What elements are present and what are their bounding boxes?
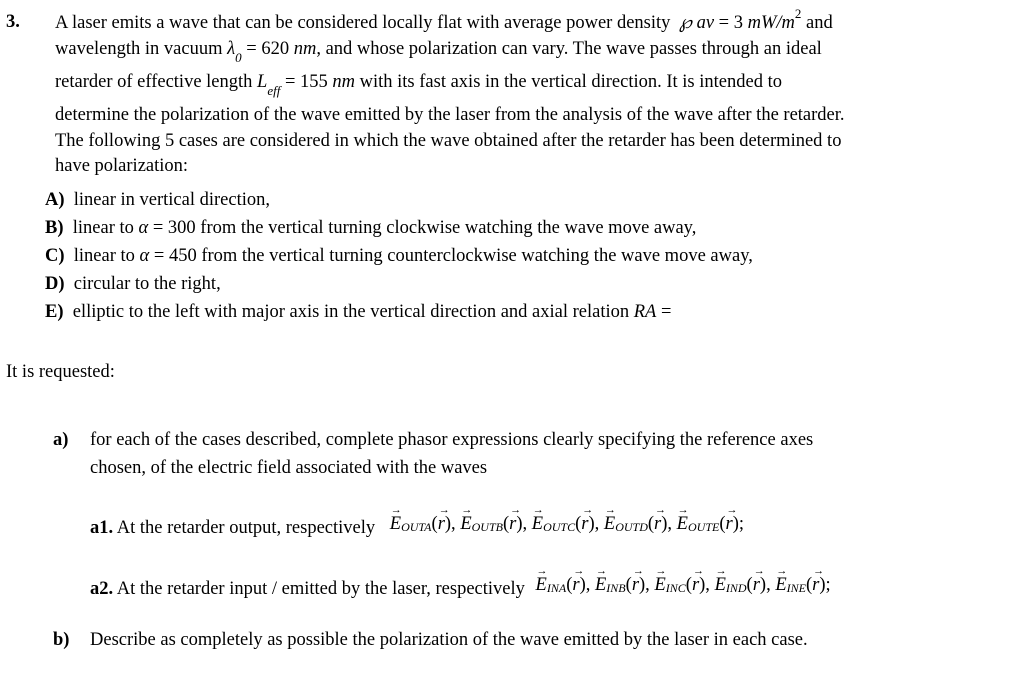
case-text: = 450 from the vertical turning counterclockwise watching the wave move away, (149, 246, 753, 266)
wavelength-equals: = (246, 39, 257, 59)
requested-heading: It is requested: (6, 362, 115, 382)
wavelength-symbol: λ (227, 39, 236, 59)
problem-line-6: have polarization: (55, 156, 189, 176)
field-subscript: OUTC (543, 520, 576, 534)
power-density-symbol: ℘ (679, 13, 692, 33)
case-item (45, 190, 270, 211)
alpha-symbol: α (138, 218, 149, 238)
problem-line-2-text-a: wavelength in vacuum (55, 39, 223, 59)
a2-text: At the retarder input / emitted by the laser, respectively (116, 579, 525, 599)
position-vector: → r (654, 514, 661, 535)
field-subscript: OUTE (687, 520, 720, 534)
case-label: A) (45, 190, 65, 210)
position-vector: → r (692, 575, 699, 596)
position-vector: → r (753, 575, 760, 596)
problem-line-3-text-a: retarder of effective length (55, 72, 253, 92)
problem-line-4: determine the polarization of the wave emitted by the laser from the analysis of the wave after the retarder. (55, 105, 845, 125)
power-density-exponent: 2 (794, 6, 802, 21)
field-subscript: INE (786, 581, 806, 595)
axial-relation-symbol: RA (633, 302, 657, 322)
power-density-value: = 3 (718, 13, 743, 33)
part-a-line-2: chosen, of the electric field associated with the waves (90, 458, 488, 478)
case-label: C) (45, 246, 65, 266)
field-vector: → E (654, 575, 665, 596)
field-subscript: INB (606, 581, 626, 595)
position-vector: → r (726, 514, 733, 535)
problem-line-1-tail: and (806, 13, 833, 33)
problem-line-2 (55, 39, 822, 65)
problem-line-1 (55, 6, 833, 34)
field-vector: → E (532, 514, 543, 535)
case-item (45, 274, 221, 295)
power-density-subscript: av (696, 13, 715, 33)
case-text: circular to the right, (73, 274, 221, 294)
length-unit: nm (332, 72, 356, 92)
position-vector: → r (438, 514, 445, 535)
wavelength-value: 620 (261, 39, 290, 59)
field-subscript: INC (665, 581, 686, 595)
case-text: = (656, 302, 672, 322)
power-density-unit: mW/m (747, 13, 795, 33)
position-vector: → r (581, 514, 588, 535)
case-label: E) (45, 302, 64, 322)
position-vector: → r (509, 514, 516, 535)
case-label: B) (45, 218, 64, 238)
problem-line-2-text-c: , and whose polarization can vary. The wave passes through an ideal (316, 39, 822, 59)
part-a-label: a) (53, 430, 69, 450)
field-subscript: INA (546, 581, 567, 595)
a2-label: a2. (90, 579, 114, 599)
case-text: linear in vertical direction, (73, 190, 271, 210)
field-vector: → E (775, 575, 786, 596)
case-text: = 300 from the vertical turning clockwise watching the wave move away, (148, 218, 697, 238)
field-subscript: OUTD (615, 520, 648, 534)
field-subscript: IND (725, 581, 747, 595)
case-label: D) (45, 274, 65, 294)
field-subscript: OUTA (401, 520, 432, 534)
case-item (45, 302, 671, 323)
length-value: = 155 (284, 72, 328, 92)
position-vector: → r (812, 575, 819, 596)
field-vector: → E (604, 514, 615, 535)
length-subscript: eff (267, 83, 281, 98)
problem-line-3-text-c: with its fast axis in the vertical direction. It is intended to (359, 72, 782, 92)
case-item (45, 246, 753, 267)
a1-label: a1. (90, 518, 114, 538)
field-vector: → E (715, 575, 726, 596)
problem-line-1-text: A laser emits a wave that can be considered locally flat with average power density (55, 13, 671, 33)
case-text-prefix: linear to (72, 218, 139, 238)
case-item (45, 218, 696, 239)
length-symbol: L (257, 72, 268, 92)
field-vector: → E (390, 514, 401, 535)
part-b-text: Describe as completely as possible the polarization of the wave emitted by the laser in each case. (90, 630, 808, 650)
wavelength-unit: nm (293, 39, 317, 59)
field-vector: → E (677, 514, 688, 535)
problem-number: 3. (6, 12, 20, 32)
case-text-prefix: elliptic to the left with major axis in the vertical direction and axial relation (72, 302, 634, 322)
a1-text: At the retarder output, respectively (116, 518, 376, 538)
part-a-line-1: for each of the cases described, complete phasor expressions clearly specifying the reference axes (90, 430, 814, 450)
a1-item (90, 514, 745, 539)
a2-field-list: → EINA(→ r), → EINB(→ r), → EINC(→ r), → EIND(→ r), → EINE(→ r); (536, 575, 831, 595)
problem-line-5: The following 5 cases are considered in which the wave obtained after the retarder has been determined to (55, 131, 842, 151)
field-vector: → E (536, 575, 547, 596)
field-vector: → E (595, 575, 606, 596)
position-vector: → r (572, 575, 579, 596)
a2-item (90, 575, 831, 600)
problem-line-3 (55, 72, 782, 98)
field-subscript: OUTB (471, 520, 503, 534)
a1-field-list: → EOUTA(→ r), → EOUTB(→ r), → EOUTC(→ r), → EOUTD(→ r), → EOUTE(→ r); (390, 514, 744, 534)
part-b-label: b) (53, 630, 70, 650)
alpha-symbol: α (139, 246, 150, 266)
wavelength-subscript: 0 (235, 50, 242, 65)
case-text-prefix: linear to (73, 246, 140, 266)
field-vector: → E (460, 514, 471, 535)
position-vector: → r (632, 575, 639, 596)
